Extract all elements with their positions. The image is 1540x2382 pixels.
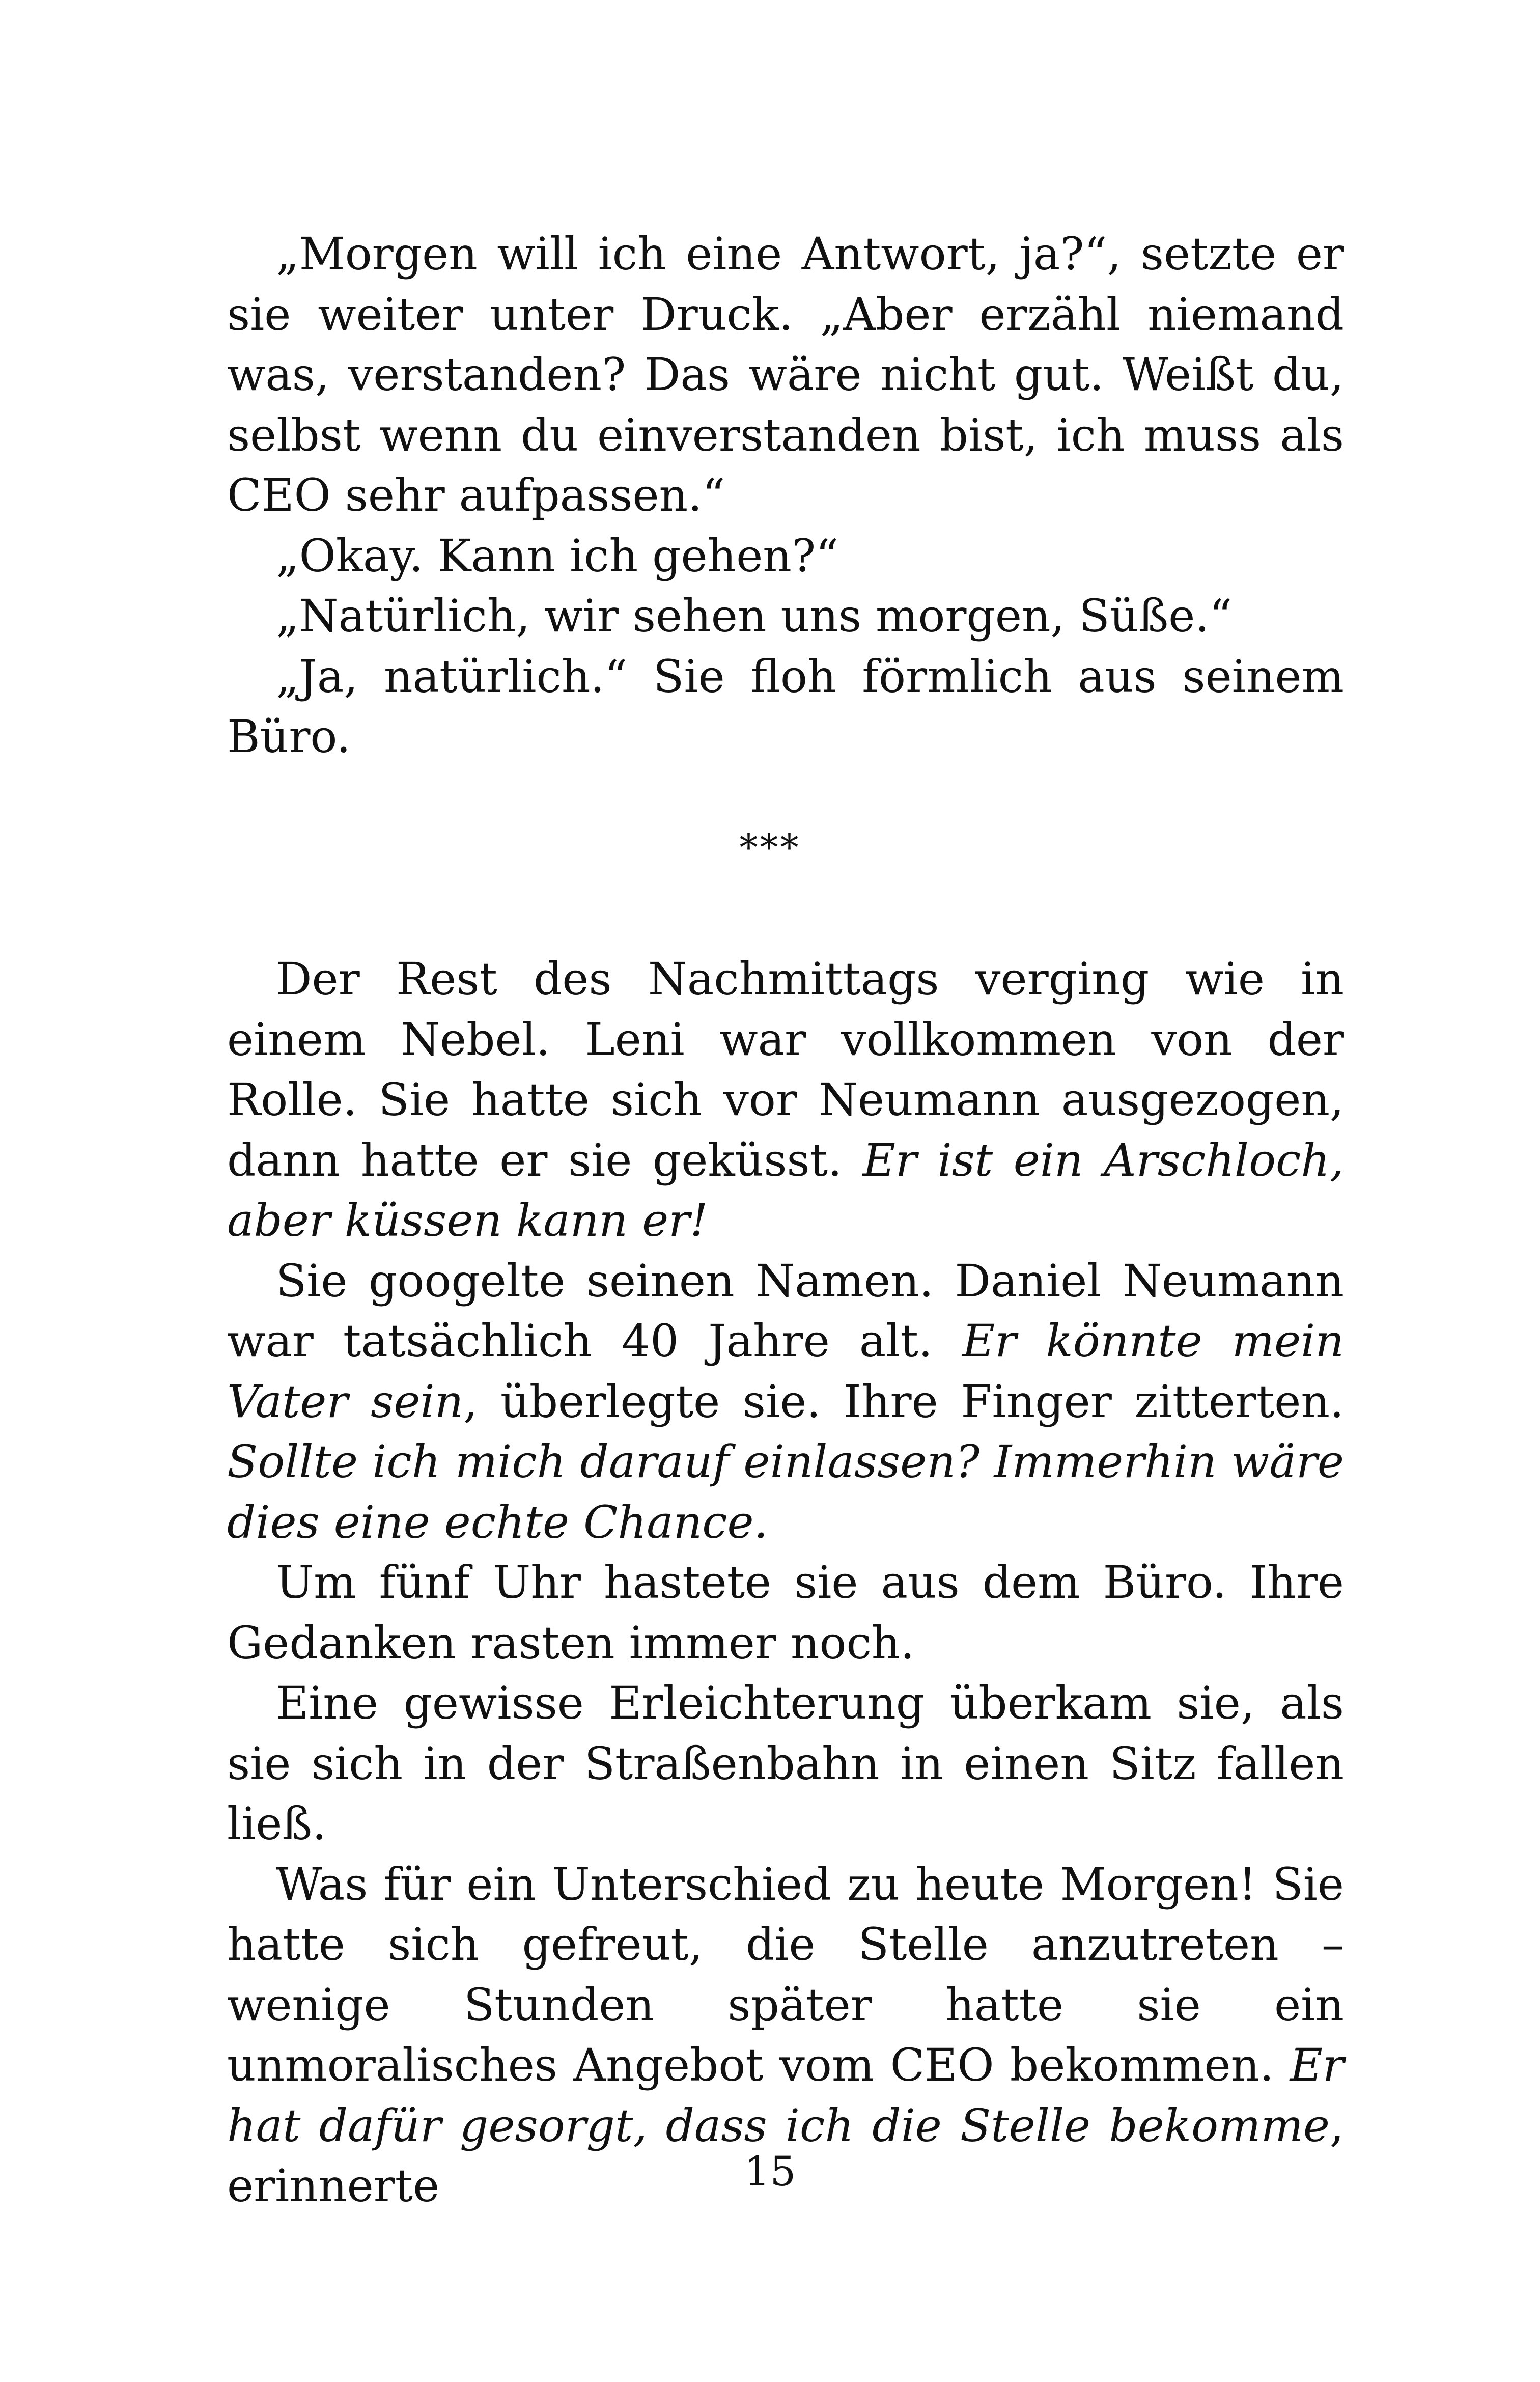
paragraph-text: Was für ein Unterschied zu heute Morgen! Sie hatte sich gefreut, die Stelle anzutreten – wenige Stunden später hatte sie ein unmoralisches Angebot vom CEO bekommen.	[227, 1858, 1344, 2091]
paragraph-text: Sie googelte seinen Namen. Daniel Neumann war tatsächlich 40 Jahre alt.	[227, 1254, 1344, 1367]
paragraph-text: , erinnerte	[227, 2099, 1344, 2212]
italic-thought: Er hat dafür gesorgt, dass ich die Stelle bekomme	[227, 2039, 1344, 2152]
paragraph	[227, 949, 1344, 1251]
paragraph: „Ja, natürlich.“ Sie floh förmlich aus seinem Büro.	[227, 650, 1344, 763]
italic-thought: Er könnte mein Vater sein	[227, 1315, 1344, 1428]
italic-thought: Sollte ich mich darauf einlassen? Immerhin wäre dies eine echte Chance.	[227, 1435, 1344, 1548]
text-section-1	[227, 224, 1344, 767]
text-section-2	[227, 949, 1344, 2217]
paragraph-text: Der Rest des Nachmittags verging wie in einem Nebel. Leni war vollkommen von der Rolle. Sie hatte sich vor Neumann ausgezogen, dann hatte er sie geküsst.	[227, 953, 1344, 1186]
paragraph: „Natürlich, wir sehen uns morgen, Süße.“	[276, 590, 1233, 642]
paragraph	[227, 1251, 1344, 1553]
page-number: 15	[744, 2148, 796, 2195]
paragraph: „Okay. Kann ich gehen?“	[276, 529, 839, 582]
paragraph-text: , überlegte sie. Ihre Finger zitterten.	[463, 1375, 1344, 1428]
paragraph: Um fünf Uhr hastete sie aus dem Büro. Ihre Gedanken rasten immer noch.	[227, 1556, 1344, 1669]
italic-thought: Er ist ein Arschloch, aber küssen kann er!	[227, 1133, 1344, 1247]
paragraph: „Morgen will ich eine Antwort, ja?“, setzte er sie weiter unter Druck. „Aber erzähl niemand was, verstanden? Das wäre nicht gut. Weißt du, selbst wenn du einverstanden bist, ich muss als CEO sehr aufpassen.“	[227, 228, 1344, 521]
paragraph: Eine gewisse Erleichterung überkam sie, als sie sich in der Straßenbahn in einen Sitz fallen ließ.	[227, 1677, 1344, 1850]
scene-separator: ***	[739, 826, 801, 869]
